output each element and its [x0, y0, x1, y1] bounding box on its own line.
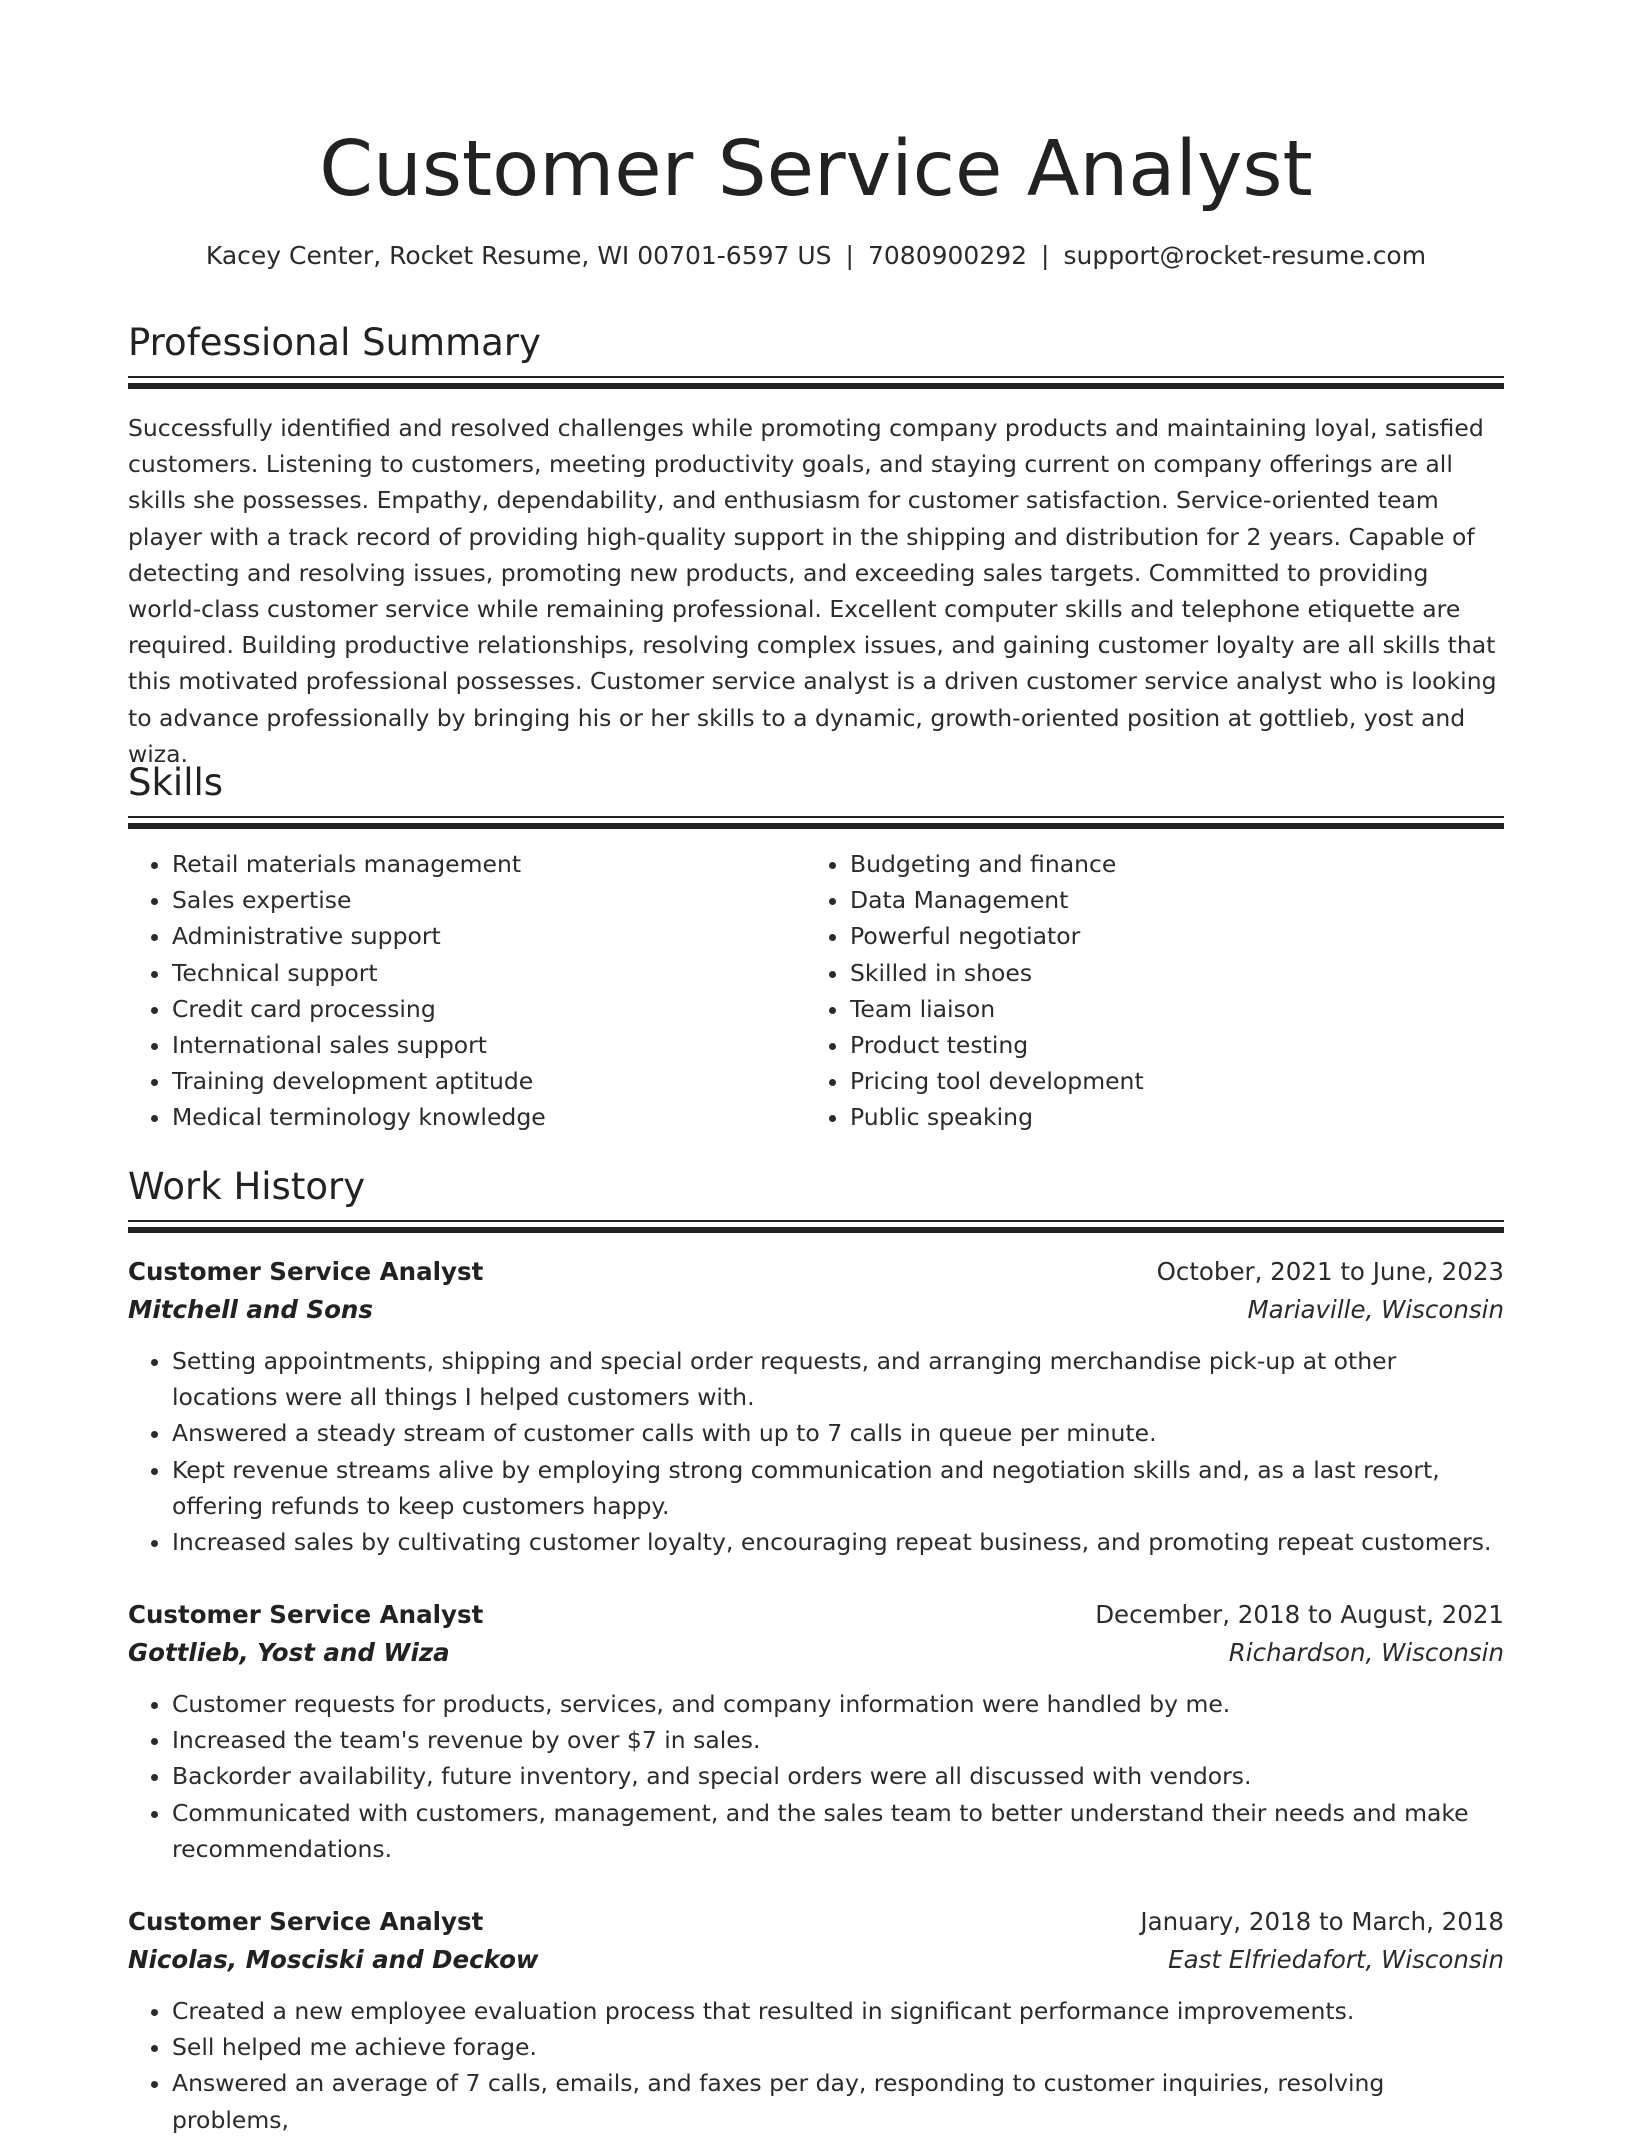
professional-summary-section: [128, 318, 1504, 772]
job-header-row: [128, 1253, 1504, 1291]
skill-item: • Powerful negotiator: [850, 918, 1484, 954]
section-divider: [128, 376, 1504, 390]
section-divider: [128, 1220, 1504, 1234]
job-bullets: [128, 1686, 1504, 1867]
job-bullet: • Increased sales by cultivating customer loyalty, encouraging repeat business, and promoting repeat customers.: [172, 1524, 1504, 1560]
section-heading: Professional Summary: [128, 321, 541, 364]
job-location: East Elfriedafort, Wisconsin: [1168, 1945, 1504, 1974]
job-bullet: • Communicated with customers, management, and the sales team to better understand their needs and make recommendations.: [172, 1795, 1504, 1867]
job-bullet: • Backorder availability, future inventory, and special orders were all discussed with vendors.: [172, 1758, 1504, 1794]
skill-item: • Product testing: [850, 1027, 1484, 1063]
job-entry: [128, 1596, 1504, 1867]
job-bullets: [128, 1993, 1504, 2138]
job-company: Gottlieb, Yost and Wiza: [128, 1638, 450, 1667]
job-dates: January, 2018 to March, 2018: [1140, 1907, 1504, 1936]
job-entry: [128, 1903, 1504, 2138]
section-heading: Work History: [128, 1165, 366, 1208]
skill-item: • Public speaking: [850, 1099, 1484, 1135]
contact-separator: |: [845, 241, 854, 270]
skills-grid: [128, 846, 1504, 1136]
skill-item: • Sales expertise: [172, 882, 806, 918]
skill-item: • Administrative support: [172, 918, 806, 954]
job-company-row: [128, 1291, 1504, 1329]
job-bullets: [128, 1343, 1504, 1560]
job-company: Mitchell and Sons: [128, 1295, 373, 1324]
contact-separator: |: [1041, 241, 1050, 270]
skill-item: • Skilled in shoes: [850, 955, 1484, 991]
job-company: Nicolas, Mosciski and Deckow: [128, 1945, 539, 1974]
skills-column-left: [128, 846, 806, 1136]
work-history-section: [128, 1162, 1504, 1234]
job-bullet: • Created a new employee evaluation process that resulted in significant performance improvements.: [172, 1993, 1504, 2029]
job-bullet: • Customer requests for products, services, and company information were handled by me.: [172, 1686, 1504, 1722]
summary-text: Successfully identified and resolved challenges while promoting company products and maintaining loyal, satisfied customers. Listening to customers, meeting productivity goals, and staying current on company offerings are all skills she possesses. Empathy, dependability, and enthusiasm for customer satisfaction. Service-oriented team player with a track record of providing high-quality support in the shipping and distribution for 2 years. Capable of detecting and resolving issues, promoting new products, and exceeding sales targets. Committed to providing world-class customer service while remaining professional. Excellent computer skills and telephone etiquette are required. Building productive relationships, resolving complex issues, and gaining customer loyalty are all skills that this motivated professional possesses. Customer service analyst is a driven customer service analyst who is looking to advance professionally by bringing his or her skills to a dynamic, growth-oriented position at gottlieb, yost and wiza.: [128, 414, 1497, 768]
job-bullet: • Setting appointments, shipping and special order requests, and arranging merchandise pick-up at other locations were all things I helped customers with.: [172, 1343, 1504, 1415]
skill-item: • Retail materials management: [172, 846, 806, 882]
job-bullet: • Kept revenue streams alive by employing strong communication and negotiation skills and, as a last resort, offering refunds to keep customers happy.: [172, 1452, 1504, 1524]
job-company-row: [128, 1634, 1504, 1672]
contact-phone: 7080900292: [867, 241, 1028, 270]
job-bullet: • Answered an average of 7 calls, emails, and faxes per day, responding to customer inquiries, resolving problems,: [172, 2065, 1504, 2137]
skill-item: • Pricing tool development: [850, 1063, 1484, 1099]
contact-address: Kacey Center, Rocket Resume, WI 00701-6597 US: [205, 241, 832, 270]
skill-item: • Team liaison: [850, 991, 1484, 1027]
skill-item: • Technical support: [172, 955, 806, 991]
job-title: Customer Service Analyst: [128, 1257, 484, 1286]
job-dates: October, 2021 to June, 2023: [1156, 1257, 1504, 1286]
skill-item: • Data Management: [850, 882, 1484, 918]
job-header-row: [128, 1596, 1504, 1634]
job-bullet: • Answered a steady stream of customer calls with up to 7 calls in queue per minute.: [172, 1415, 1504, 1451]
job-header-row: [128, 1903, 1504, 1941]
section-heading: Skills: [128, 761, 224, 804]
resume-title: Customer Service Analyst: [319, 125, 1313, 214]
job-location: Richardson, Wisconsin: [1228, 1638, 1504, 1667]
skills-column-right: [806, 846, 1484, 1136]
section-divider: [128, 816, 1504, 830]
skill-item: • Medical terminology knowledge: [172, 1099, 806, 1135]
job-bullet: • Increased the team's revenue by over $7 in sales.: [172, 1722, 1504, 1758]
skill-item: • International sales support: [172, 1027, 806, 1063]
job-title: Customer Service Analyst: [128, 1600, 484, 1629]
contact-line: [128, 238, 1504, 274]
contact-email: support@rocket-resume.com: [1063, 241, 1427, 270]
skill-item: • Budgeting and finance: [850, 846, 1484, 882]
job-bullet: • Sell helped me achieve forage.: [172, 2029, 1504, 2065]
job-entry: [128, 1253, 1504, 1560]
skill-item: • Credit card processing: [172, 991, 806, 1027]
job-dates: December, 2018 to August, 2021: [1095, 1600, 1504, 1629]
skill-item: • Training development aptitude: [172, 1063, 806, 1099]
job-company-row: [128, 1941, 1504, 1979]
job-title: Customer Service Analyst: [128, 1907, 484, 1936]
skills-section: [128, 758, 1504, 1136]
job-location: Mariaville, Wisconsin: [1247, 1295, 1504, 1324]
